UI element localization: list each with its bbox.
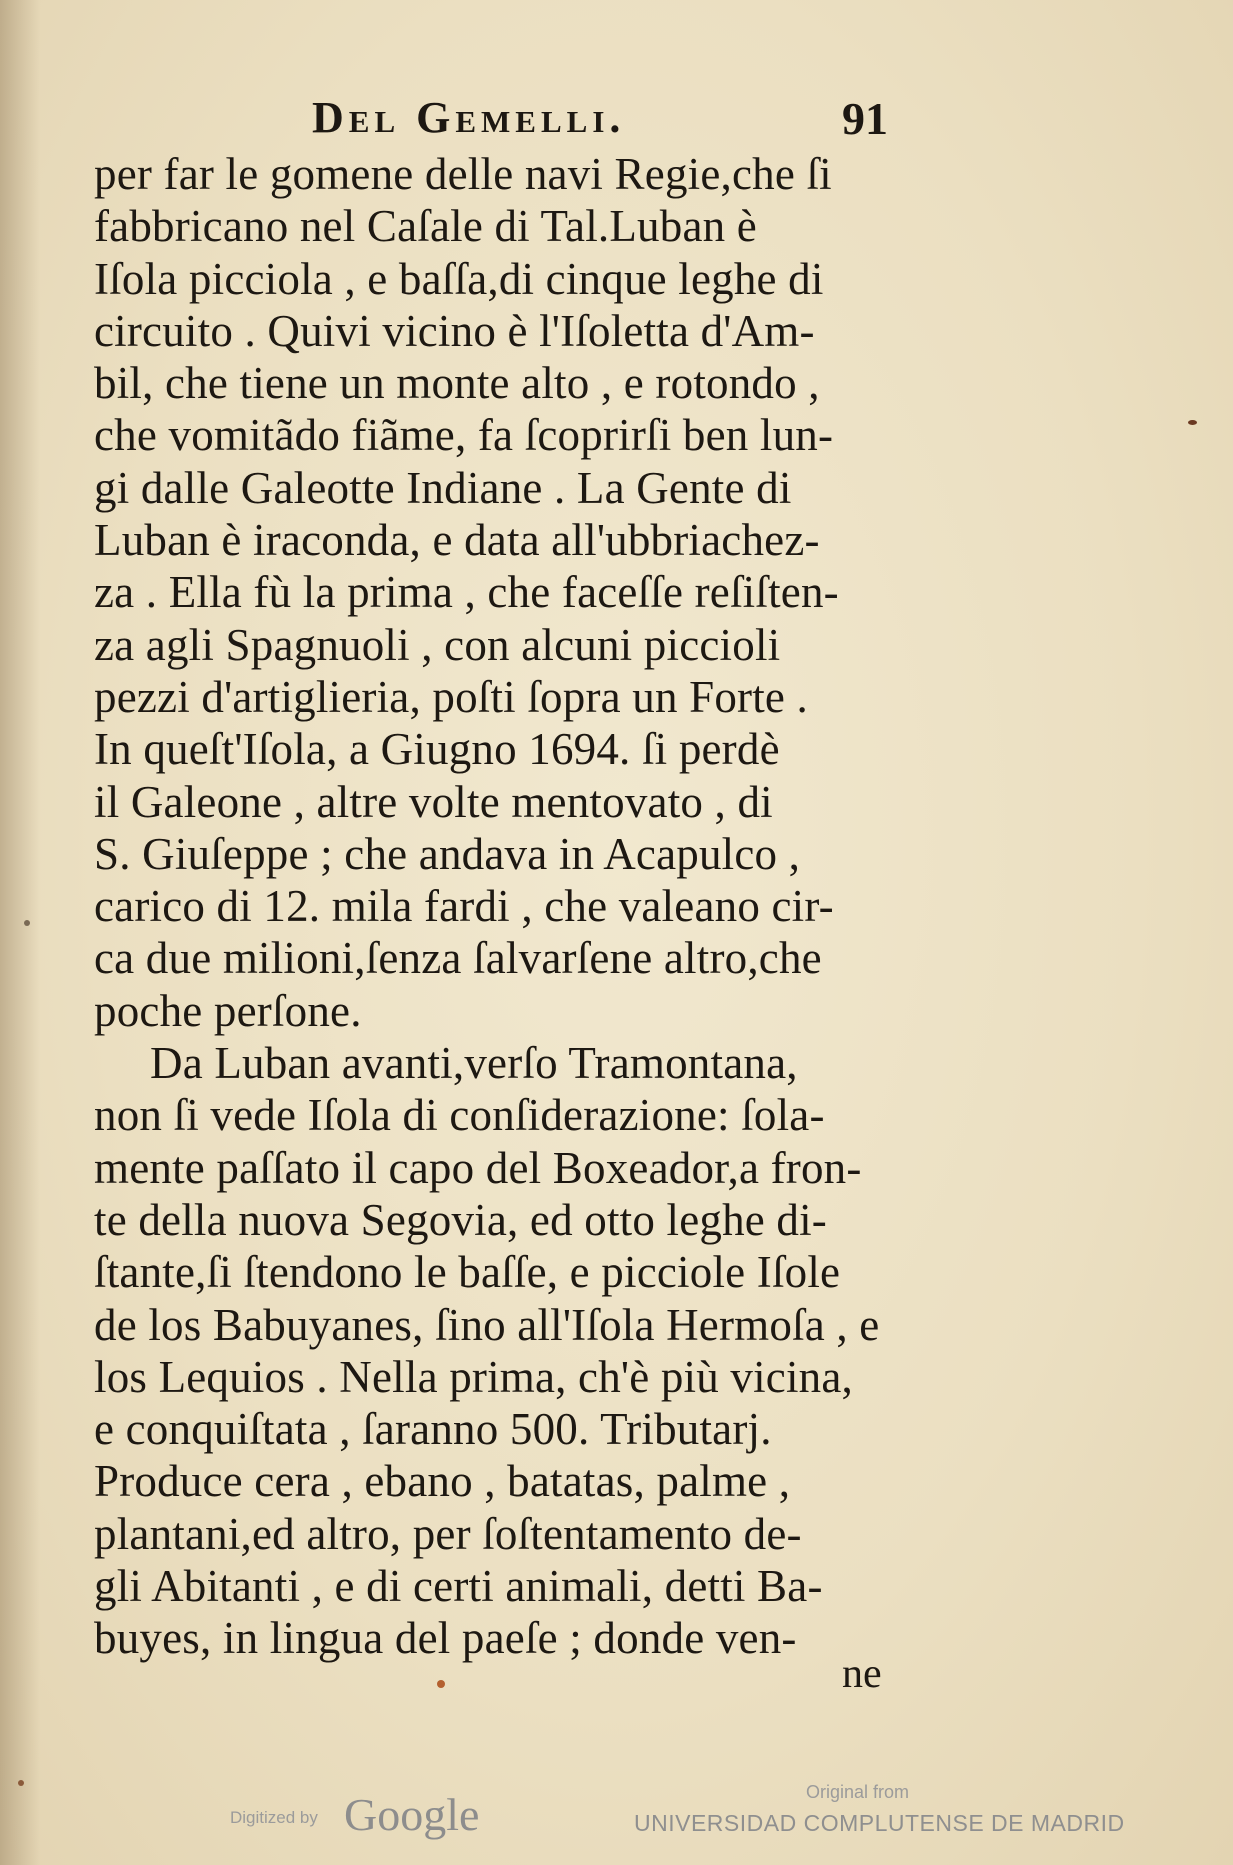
source-library: UNIVERSIDAD COMPLUTENSE DE MADRID (634, 1810, 1125, 1836)
digitization-footer (0, 1780, 1233, 1865)
digitized-by-label: Digitized by (230, 1808, 318, 1827)
text-line: plantani,ed altro, per ſoſtentamento de- (94, 1508, 802, 1559)
text-line: los Lequios . Nella prima, ch'è più vicina, (94, 1351, 854, 1402)
text-line: ca due milioni,ſenza ſalvarſene altro,che (94, 933, 822, 984)
text-line: bil, che tiene un monte alto , e rotondo , (94, 358, 820, 409)
running-head: Del Gemelli. (312, 93, 626, 142)
text-line: za agli Spagnuoli , con alcuni piccioli (94, 619, 781, 670)
paper-speck (1188, 420, 1197, 425)
original-from-label: Original from (806, 1782, 910, 1802)
paper-speck (437, 1680, 445, 1688)
text-line: che vomitãdo fiãme, fa ſcoprirſi ben lun- (94, 410, 834, 461)
page-header (0, 92, 1233, 152)
text-line: gli Abitanti , e di certi animali, detti Ba- (94, 1561, 823, 1612)
gutter-shadow (0, 0, 40, 1865)
text-line: ſtante,ſi ſtendono le baſſe, e picciole Iſole (94, 1247, 841, 1298)
text-line: Iſola picciola , e baſſa,di cinque leghe di (94, 253, 824, 304)
text-line: poche perſone. (94, 985, 362, 1036)
text-line: circuito . Quivi vicino è l'Iſoletta d'Am- (94, 305, 815, 356)
paragraph-start-line: Da Luban avanti,verſo Tramontana, (150, 1038, 798, 1089)
text-line: buyes, in lingua del paeſe ; donde ven- (94, 1613, 797, 1664)
text-line: mente paſſato il capo del Boxeador,a fron- (94, 1142, 862, 1193)
text-line: te della nuova Segovia, ed otto leghe di- (94, 1194, 827, 1245)
google-logo: Google (344, 1789, 480, 1840)
text-line: S. Giuſeppe ; che andava in Acapulco , (94, 828, 801, 879)
body-text (94, 148, 964, 1665)
text-line: pezzi d'artiglieria, poſti ſopra un Forte . (94, 671, 808, 722)
text-line: carico di 12. mila fardi , che valeano cir- (94, 881, 834, 932)
text-line: za . Ella fù la prima , che faceſſe reſiſten- (94, 567, 839, 618)
text-line: gi dalle Galeotte Indiane . La Gente di (94, 462, 792, 513)
text-line: per far le gomene delle navi Regie,che ſi (94, 149, 832, 199)
text-line: Produce cera , ebano , batatas, palme , (94, 1456, 791, 1507)
text-line: il Galeone , altre volte mentovato , di (94, 776, 773, 827)
catchword: ne (842, 1651, 882, 1697)
paper-speck (24, 920, 30, 926)
text-line: e conquiſtata , ſaranno 500. Tributarj. (94, 1404, 772, 1455)
page-number: 91 (842, 93, 888, 144)
text-line: de los Babuyanes, ſino all'Iſola Hermoſa , e (94, 1299, 880, 1350)
text-line: fabbricano nel Caſale di Tal.Luban è (94, 201, 757, 252)
text-line: non ſi vede Iſola di conſiderazione: ſola- (94, 1090, 825, 1141)
text-line: In queſt'Iſola, a Giugno 1694. ſi perdè (94, 724, 780, 775)
text-line: Luban è iraconda, e data all'ubbriachez- (94, 515, 820, 566)
